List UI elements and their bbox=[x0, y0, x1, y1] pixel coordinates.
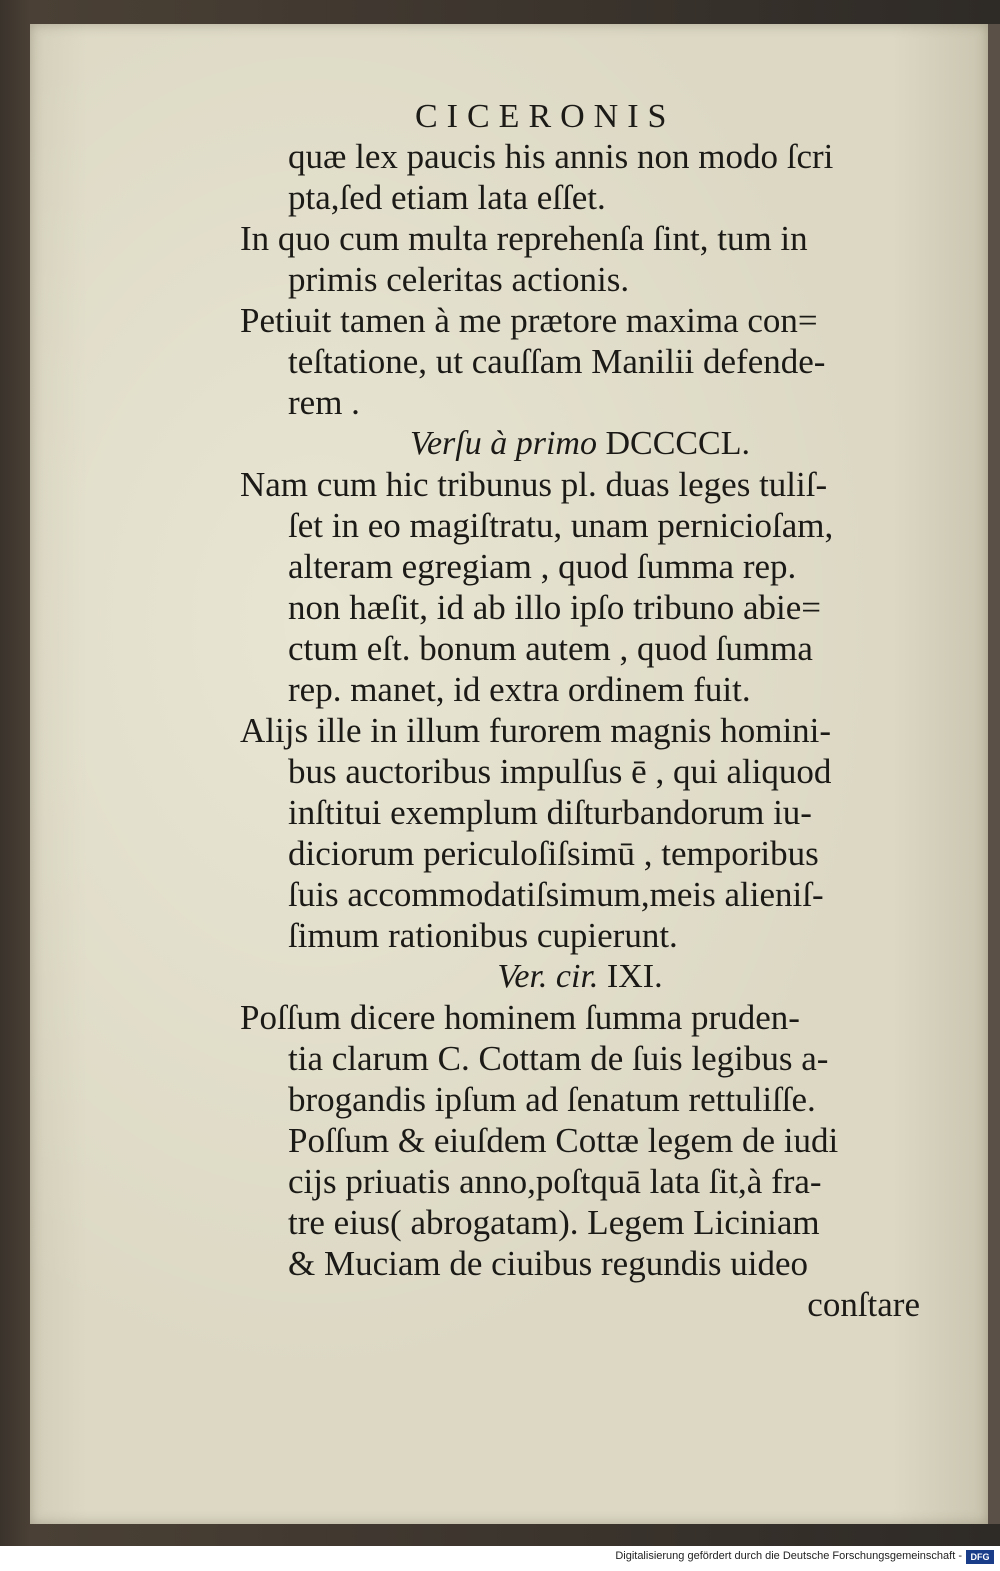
catchword: conſtare bbox=[807, 1285, 920, 1324]
text-line: ſuis accommodatiſsimum,meis alieniſ- bbox=[288, 875, 824, 914]
text-line: Poſſum dicere hominem ſumma pruden- bbox=[240, 998, 800, 1037]
text-line: ſimum rationibus cupierunt. bbox=[288, 916, 678, 955]
text-line: tre eius( abrogatam). Legem Liciniam bbox=[288, 1203, 820, 1242]
digitization-credit: Digitalisierung gefördert durch die Deutsche Forschungsgemeinschaft - bbox=[615, 1550, 962, 1562]
text-line: quæ lex paucis his annis non modo ſcri bbox=[288, 137, 834, 176]
verse-reference-number: IXI. bbox=[598, 958, 663, 995]
text-line: pta,ſed etiam lata eſſet. bbox=[288, 178, 606, 217]
verse-reference bbox=[240, 423, 920, 464]
verse-reference-label: Ver. cir. bbox=[497, 958, 599, 995]
text-line: ſet in eo magiſtratu, unam pernicioſam, bbox=[288, 506, 834, 545]
text-line: bus auctoribus impulſus ē , qui aliquod bbox=[288, 752, 832, 791]
text-line: cijs priuatis anno,poſtquā lata ſit,à fra- bbox=[288, 1162, 822, 1201]
text-line: ctum eſt. bonum autem , quod ſumma bbox=[288, 629, 813, 668]
text-line: rem . bbox=[288, 383, 360, 422]
text-line: teſtatione, ut cauſſam Manilii defende- bbox=[288, 342, 826, 381]
text-line: Nam cum hic tribunus pl. duas leges tuliſ- bbox=[240, 465, 828, 504]
text-line: tia clarum C. Cottam de ſuis legibus a- bbox=[288, 1039, 829, 1078]
text-line: alteram egregiam , quod ſumma rep. bbox=[288, 547, 797, 586]
verse-reference bbox=[240, 956, 920, 997]
text-line: In quo cum multa reprehenſa ſint, tum in bbox=[240, 219, 808, 258]
text-line: & Muciam de ciuibus regundis uideo bbox=[288, 1244, 809, 1283]
text-line: rep. manet, id extra ordinem fuit. bbox=[288, 670, 751, 709]
verse-reference-label: Verſu à primo bbox=[409, 425, 597, 462]
text-line: inſtitui exemplum diſturbandorum iu- bbox=[288, 793, 812, 832]
verse-reference-number: DCCCCL. bbox=[596, 425, 751, 462]
text-line: Petiuit tamen à me prætore maxima con= bbox=[240, 301, 818, 340]
text-line: primis celeritas actionis. bbox=[288, 260, 630, 299]
running-head: CICERONIS bbox=[415, 98, 676, 135]
dfg-logo-icon: DFG bbox=[966, 1550, 994, 1564]
body-text bbox=[240, 136, 920, 1325]
text-line: brogandis ipſum ad ſenatum rettuliſſe. bbox=[288, 1080, 816, 1119]
text-line: Poſſum & eiuſdem Cottæ legem de iudi bbox=[288, 1121, 839, 1160]
page-edge bbox=[988, 24, 1000, 1524]
text-line: Alijs ille in illum furorem magnis homini- bbox=[240, 711, 832, 750]
text-line: diciorum periculoſiſsimū , temporibus bbox=[288, 834, 819, 873]
text-line: non hæſit, id ab illo ipſo tribuno abie= bbox=[288, 588, 822, 627]
